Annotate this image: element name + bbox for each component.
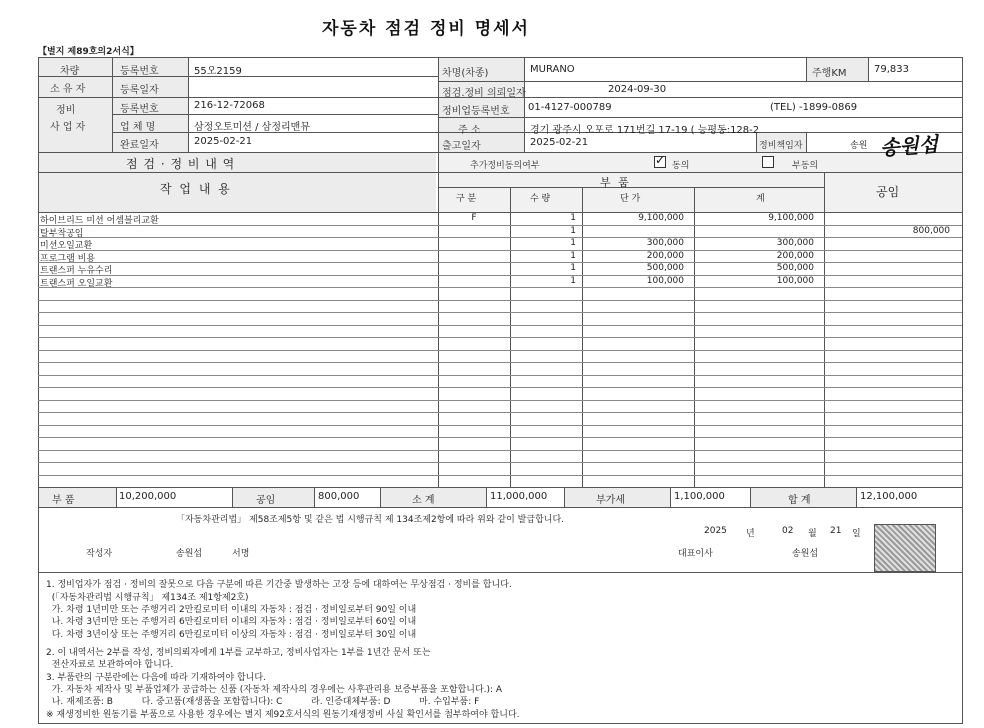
agree-label: 동의 bbox=[672, 161, 690, 171]
row-qty: 1 bbox=[570, 238, 576, 248]
row-item: 미션오일교환 bbox=[40, 241, 93, 251]
row-item: 탈부착공임 bbox=[40, 229, 84, 239]
manager-value: 송원 bbox=[850, 141, 868, 151]
mileage-value: 79,833 bbox=[874, 64, 909, 75]
totals-total-label: 합 계 bbox=[788, 495, 811, 506]
license-label: 정비업등록번호 bbox=[442, 106, 510, 117]
row-labor: 800,000 bbox=[912, 226, 950, 236]
request-date-value: 2024-09-30 bbox=[608, 84, 667, 95]
company-label: 업 체 명 bbox=[120, 122, 156, 133]
row-unit: 200,000 bbox=[646, 251, 684, 261]
col-work-header: 작 업 내 용 bbox=[160, 182, 232, 196]
owner-section-label-2: 소 유 자 bbox=[50, 84, 86, 95]
row-qty: 1 bbox=[570, 263, 576, 273]
note-line: 3. 부품란의 구분란에는 다음에 따라 기재하여야 합니다. bbox=[46, 673, 266, 683]
note-line: 가. 차령 1년미만 또는 주행거리 2만킬로미터 이내의 자동차 : 점검 · 정비일로부터 90일 이내 bbox=[46, 605, 417, 615]
totals-vat-label: 부가세 bbox=[596, 495, 625, 506]
address-value: 경기 광주시 오포로 171번길 17-19 ( 능평동:128-2 bbox=[530, 125, 760, 136]
totals-parts-label: 부 품 bbox=[52, 495, 75, 506]
issue-month: 02 bbox=[782, 526, 794, 536]
row-qty: 1 bbox=[570, 276, 576, 286]
release-date-value: 2025-02-21 bbox=[530, 137, 589, 148]
work-section-label: 점 검 · 정 비 내 역 bbox=[126, 157, 236, 171]
row-item: 트랜스퍼 누유수리 bbox=[40, 266, 113, 276]
document-title: 자동차 점검 정비 명세서 bbox=[322, 19, 530, 39]
row-unit: 300,000 bbox=[646, 238, 684, 248]
agree-checkbox[interactable]: ✓ bbox=[655, 153, 666, 167]
col-total-header: 계 bbox=[756, 194, 765, 204]
reg-date-label: 등록일자 bbox=[120, 85, 159, 96]
manager-label: 정비책임자 bbox=[759, 141, 803, 151]
note-line: 전산자료로 보관하여야 합니다. bbox=[46, 660, 174, 670]
company-value: 삼정오토미션 / 삼정리맨뮤 bbox=[194, 122, 310, 133]
form-number: 【별지 제89호의2서식】 bbox=[38, 47, 139, 57]
reg-no-label: 등록번호 bbox=[120, 66, 159, 77]
reg-no-value: 55오2159 bbox=[194, 66, 242, 77]
issue-year-unit: 년 bbox=[746, 529, 755, 539]
rep-label: 대표이사 bbox=[678, 549, 713, 559]
row-unit: 9,100,000 bbox=[638, 213, 684, 223]
totals-labor-value: 800,000 bbox=[318, 491, 360, 502]
col-qty-header: 수 량 bbox=[530, 194, 551, 204]
row-unit: 100,000 bbox=[646, 276, 684, 286]
address-label: 주 소 bbox=[458, 125, 481, 136]
issue-statement: 「자동차관리법」 제58조제5항 및 같은 법 시행규칙 제 134조제2항에 따라 위와 같이 발급합니다. bbox=[176, 515, 565, 525]
disagree-checkbox[interactable] bbox=[762, 156, 774, 168]
note-line: 2. 이 내역서는 2부를 작성, 정비의뢰자에게 1부를 교부하고, 정비사업자는 1부를 1년간 문서 또는 bbox=[46, 648, 431, 658]
row-total: 200,000 bbox=[776, 251, 814, 261]
license-value: 01-4127-000789 bbox=[528, 102, 612, 113]
row-type: F bbox=[471, 213, 477, 223]
issue-month-unit: 월 bbox=[808, 529, 817, 539]
row-qty: 1 bbox=[570, 251, 576, 261]
note-line: 나. 차령 3년미만 또는 주행거리 6만킬로미터 이내의 자동차 : 점검 · 정비일로부터 60일 이내 bbox=[46, 617, 417, 627]
tel-value: (TEL) -1899-0869 bbox=[770, 102, 858, 113]
totals-parts-value: 10,200,000 bbox=[119, 491, 177, 502]
totals-vat-value: 1,100,000 bbox=[674, 491, 725, 502]
row-item: 프로그램 비용 bbox=[40, 254, 96, 264]
manager-signature: 송원섭 bbox=[879, 132, 939, 160]
complete-date-value: 2025-02-21 bbox=[194, 136, 253, 147]
issue-day-unit: 일 bbox=[852, 529, 861, 539]
note-line: 다. 차령 3년이상 또는 주행거리 6만킬로미터 이상의 자동차 : 점검 · 정비일로부터 30일 이내 bbox=[46, 630, 417, 640]
totals-subtotal-value: 11,000,000 bbox=[490, 491, 548, 502]
col-labor-header: 공임 bbox=[876, 185, 900, 199]
complete-date-label: 완료일자 bbox=[120, 140, 159, 151]
row-total: 500,000 bbox=[776, 263, 814, 273]
totals-total-value: 12,100,000 bbox=[860, 491, 918, 502]
row-item: 트랜스퍼 오일교환 bbox=[40, 279, 113, 289]
col-type-header: 구 분 bbox=[456, 194, 477, 204]
owner-section-label: 차량 bbox=[60, 66, 80, 77]
rep-name: 송원섭 bbox=[792, 549, 819, 559]
note-line: (「자동차관리법 시행규칙」 제134조 제1항제2호) bbox=[46, 593, 249, 603]
release-date-label: 출고일자 bbox=[442, 141, 481, 152]
row-unit: 500,000 bbox=[646, 263, 684, 273]
col-parts-header: 부 품 bbox=[600, 176, 631, 189]
row-total: 9,100,000 bbox=[768, 213, 814, 223]
row-total: 300,000 bbox=[776, 238, 814, 248]
col-unit-header: 단 가 bbox=[620, 194, 641, 204]
note-line: 1. 정비업자가 점검 · 정비의 잘못으로 다음 구분에 따른 기간중 발생하는 고장 등에 대하여는 무상점검 · 정비를 합니다. bbox=[46, 580, 512, 590]
company-seal-stamp bbox=[874, 524, 936, 572]
writer-label: 작성자 bbox=[86, 549, 113, 559]
issue-year: 2025 bbox=[704, 526, 727, 536]
disagree-label: 부동의 bbox=[792, 161, 819, 171]
writer-name: 송원섭 bbox=[176, 549, 203, 559]
extra-consent-label: 추가정비동의여부 bbox=[470, 161, 540, 171]
biz-no-label: 등록번호 bbox=[120, 104, 159, 115]
row-total: 100,000 bbox=[776, 276, 814, 286]
vehicle-name-value: MURANO bbox=[530, 64, 575, 75]
sign-label: 서명 bbox=[232, 549, 250, 559]
row-qty: 1 bbox=[570, 213, 576, 223]
shop-section-label: 정비 bbox=[56, 105, 76, 116]
issue-day: 21 bbox=[830, 526, 842, 536]
note-line: 나. 재제조품: B 다. 중고품(재생품을 포함합니다): C 라. 인증대체부품: D 마. 수입부품: F bbox=[46, 697, 480, 707]
request-date-label: 점검.정비 의뢰일자 bbox=[442, 88, 526, 99]
totals-subtotal-label: 소 계 bbox=[412, 495, 435, 506]
totals-labor-label: 공임 bbox=[256, 495, 276, 506]
row-qty: 1 bbox=[570, 226, 576, 236]
mileage-label: 주행KM bbox=[812, 68, 847, 79]
note-line: ※ 재생정비한 원동기를 부품으로 사용한 경우에는 별지 제92호서식의 원동기재생정비 사실 확인서를 첨부하여야 합니다. bbox=[46, 710, 520, 720]
vehicle-name-label: 차명(차종) bbox=[442, 68, 489, 79]
note-line: 가. 자동차 제작사 및 부품업체가 공급하는 신품 (자동차 제작사의 경우에는 사후관리용 보증부품을 포함합니다.): A bbox=[46, 685, 503, 695]
shop-section-label-2: 사 업 자 bbox=[50, 122, 86, 133]
row-item: 하이브리드 미션 어셈블리교환 bbox=[40, 216, 159, 226]
biz-no-value: 216-12-72068 bbox=[194, 100, 265, 111]
